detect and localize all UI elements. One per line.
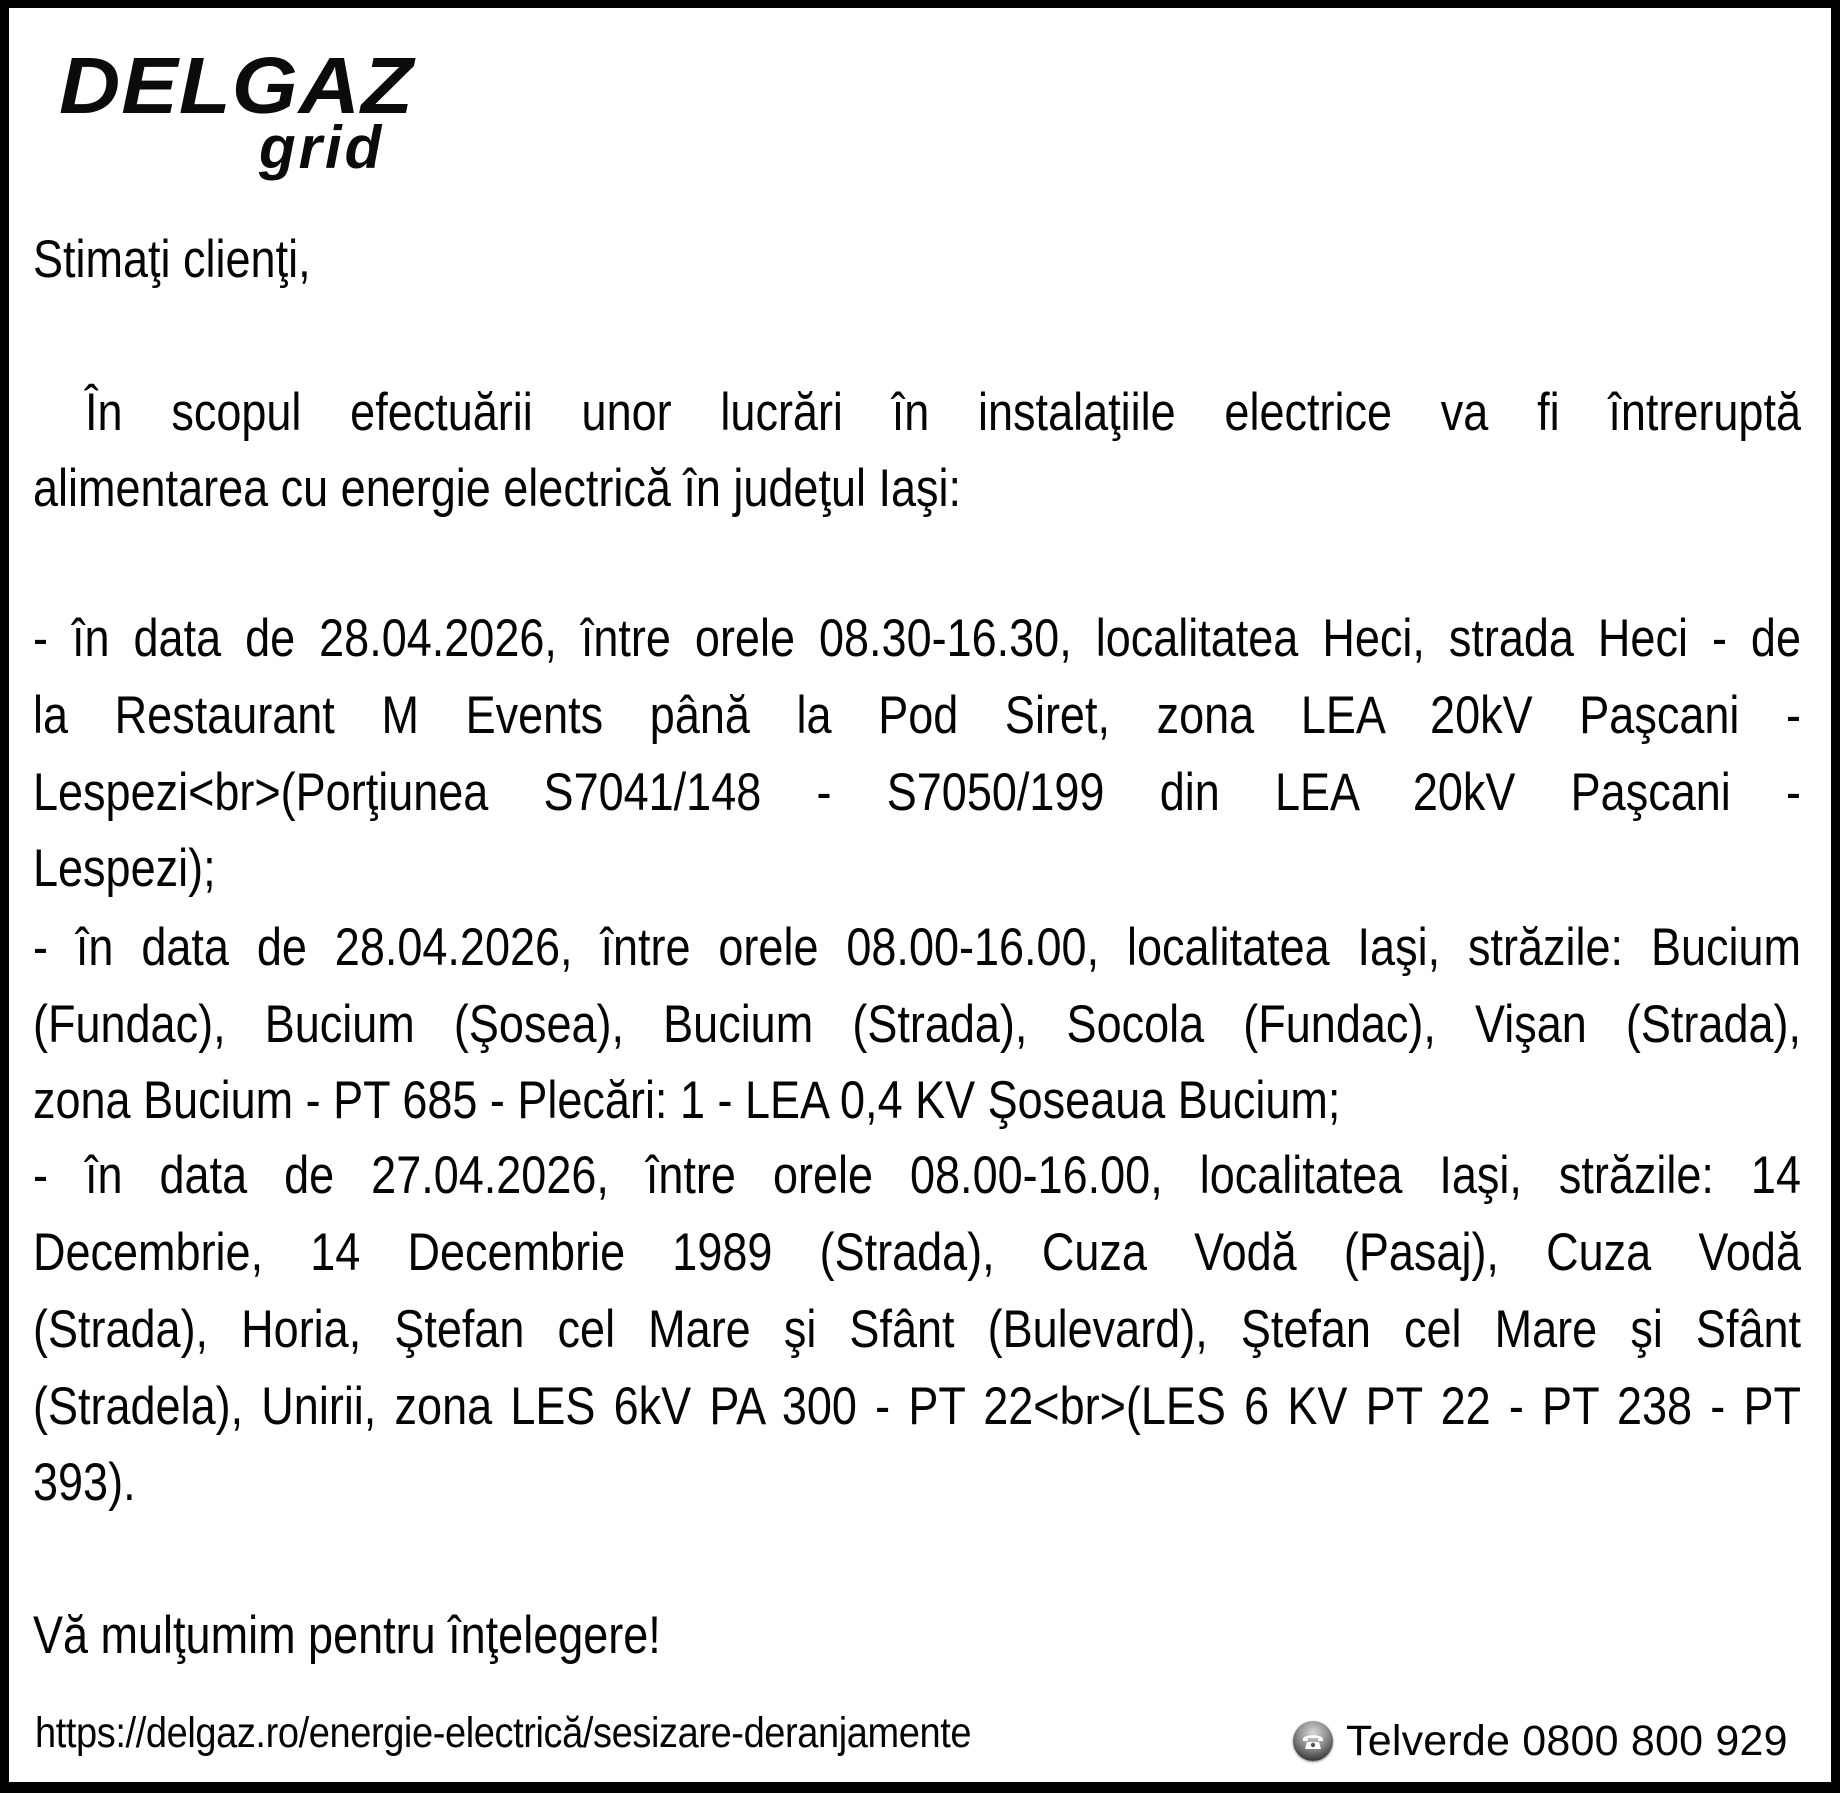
outage-item-line: Decembrie, 14 Decembrie 1989 (Strada), Cuza Vodă (Pasaj), Cuza Vodă xyxy=(33,1222,1801,1282)
outage-item-line: - în data de 27.04.2026, între orele 08.00-16.00, localitatea Iaşi, străzile: 14 xyxy=(33,1145,1801,1205)
outage-item-line: la Restaurant M Events până la Pod Siret, zona LEA 20kV Paşcani - xyxy=(33,685,1801,745)
intro-paragraph-line: În scopul efectuării unor lucrări în instalaţiile electrice va fi întreruptă xyxy=(85,382,1801,442)
closing-line-line: Vă mulţumim pentru înţelegere! xyxy=(33,1605,661,1665)
outage-item-line: 393). xyxy=(33,1452,136,1512)
delgaz-logo: DELGAZ xyxy=(59,41,414,130)
report-fault-link[interactable]: https://delgaz.ro/energie-electrică/sesizare-deranjamente xyxy=(35,1709,972,1757)
outage-item-line: Lespezi); xyxy=(33,838,216,898)
outage-item-line: Lespezi<br>(Porţiunea S7041/148 - S7050/199 din LEA 20kV Paşcani - xyxy=(33,762,1801,822)
hotline-number[interactable]: Telverde 0800 800 929 xyxy=(1346,1717,1788,1765)
intro-paragraph-line: alimentarea cu energie electrică în judeţul Iaşi: xyxy=(33,458,962,518)
telephone-icon xyxy=(1293,1721,1333,1761)
outage-item-line: zona Bucium - PT 685 - Plecări: 1 - LEA 0,4 KV Şoseaua Bucium; xyxy=(33,1070,1341,1130)
outage-item-line: (Fundac), Bucium (Şosea), Bucium (Strada), Socola (Fundac), Vişan (Strada), xyxy=(33,994,1801,1054)
outage-item-line: (Strada), Horia, Ştefan cel Mare şi Sfânt (Bulevard), Ştefan cel Mare şi Sfânt xyxy=(33,1299,1801,1359)
hotline xyxy=(1293,1719,1788,1763)
delgaz-logo-subtitle: grid xyxy=(259,114,385,181)
outage-item-line: - în data de 28.04.2026, între orele 08.00-16.00, localitatea Iaşi, străzile: Bucium xyxy=(33,917,1801,977)
outage-item-line: - în data de 28.04.2026, între orele 08.30-16.30, localitatea Heci, strada Heci - de xyxy=(33,608,1801,668)
outage-item-line: (Stradela), Unirii, zona LES 6kV PA 300 - PT 22<br>(LES 6 KV PT 22 - PT 238 - PT xyxy=(33,1376,1801,1436)
greeting-line: Stimaţi clienţi, xyxy=(33,229,311,289)
